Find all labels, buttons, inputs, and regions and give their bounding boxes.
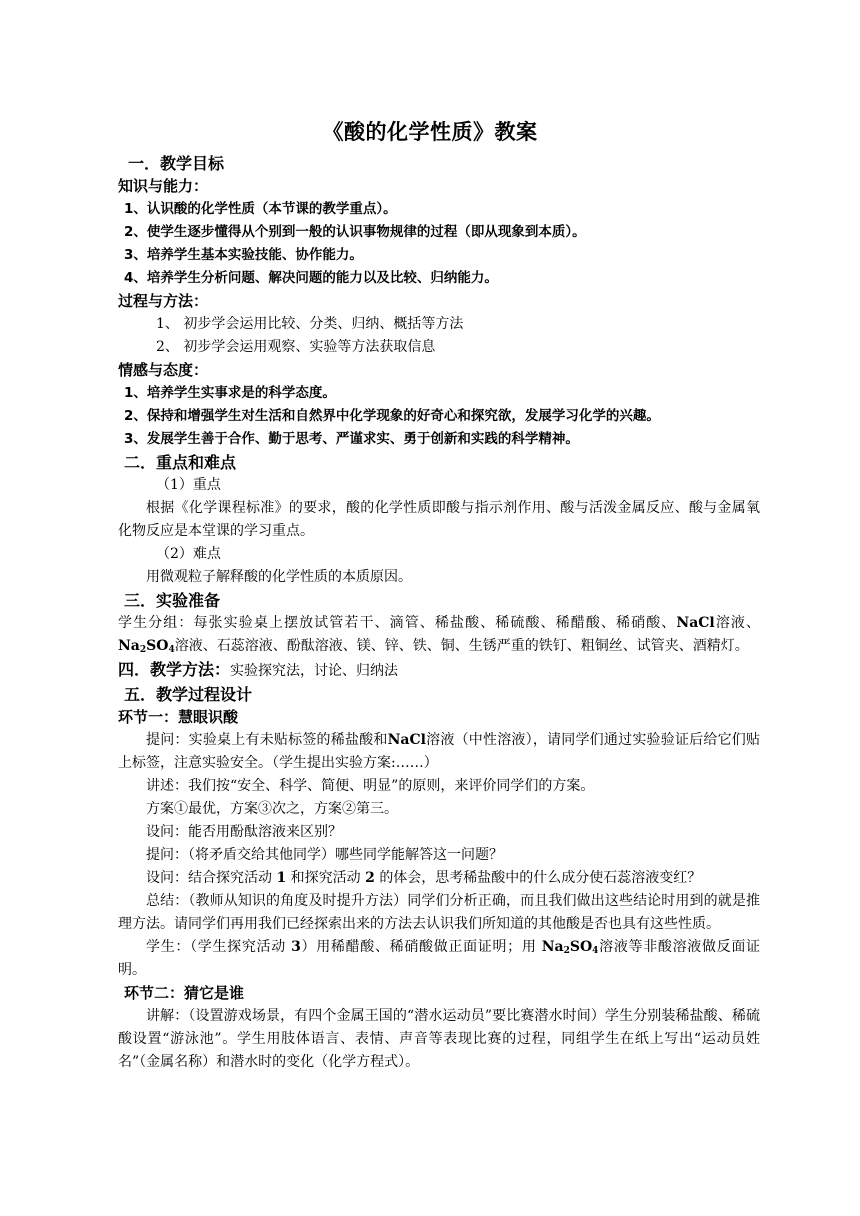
question-1: 提问：实验桌上有未贴标签的稀盐酸和NaCl溶液（中性溶液），请同学们通过实验验证后给它们贴上标签，注意实验安全。（学生提出实验方案:……） bbox=[118, 732, 761, 771]
question-3: 提问：（将矛盾交给其他同学）哪些同学能解答这一问题？ bbox=[146, 847, 503, 863]
subheading-attitude: 情感与态度： bbox=[118, 361, 209, 379]
list-item: 3、培养学生基本实验技能、协作能力。 bbox=[124, 247, 363, 263]
key-point-text: 根据《化学课程标准》的要求，酸的化学性质即酸与指示剂作用、酸与活泼金属反应、酸与金属氧化物反应是本堂课的学习重点。 bbox=[118, 500, 760, 539]
lecture: 讲述：我们按“安全、科学、简便、明显”的原则，来评价同学们的方案。 bbox=[146, 778, 595, 794]
question-4: 设问：结合探究活动 1 和探究活动 2 的体会，思考稀盐酸中的什么成分使石蕊溶液变红？ bbox=[146, 870, 702, 886]
list-item: 4、培养学生分析问题、解决问题的能力以及比较、归纳能力。 bbox=[124, 270, 498, 286]
link-heading-2: 环节二：猜它是谁 bbox=[124, 984, 245, 1002]
section-heading-objectives: 一．教学目标 bbox=[128, 154, 225, 173]
link-heading-1: 环节一：慧眼识酸 bbox=[118, 708, 239, 726]
difficulty-text: 用微观粒子解释酸的化学性质的本质原因。 bbox=[146, 569, 412, 585]
key-point-label: （1）重点 bbox=[156, 477, 221, 493]
list-item: 2、 初步学会运用观察、实验等方法获取信息 bbox=[156, 339, 436, 355]
difficulty-label: （2）难点 bbox=[156, 546, 221, 562]
section-heading-preparation: 三．实验准备 bbox=[124, 591, 221, 610]
list-item: 2、使学生逐步懂得从个别到一般的认识事物规律的过程（即从现象到本质）。 bbox=[124, 224, 586, 240]
list-item: 1、 初步学会运用比较、分类、归纳、概括等方法 bbox=[156, 316, 464, 332]
section-heading-process-design: 五．教学过程设计 bbox=[124, 685, 253, 704]
list-item: 1、培养学生实事求是的科学态度。 bbox=[124, 385, 336, 401]
question-2: 设问：能否用酚酞溶液来区别？ bbox=[146, 824, 342, 840]
teaching-method: 四．教学方法：实验探究法，讨论、归纳法 bbox=[118, 660, 399, 679]
document-title: 《酸的化学性质》教案 bbox=[322, 120, 538, 144]
document-body bbox=[118, 152, 760, 1074]
list-item: 1、认识酸的化学性质（本节课的教学重点）。 bbox=[124, 201, 397, 217]
preparation-text: 学生分组：每张实验桌上摆放试管若干、滴管、稀盐酸、稀硫酸、稀醋酸、稀硝酸、NaCl溶液、$Na_2SO_4$溶液、石蕊溶液、酚酞溶液、镁、锌、铁、铜、生锈严重的铁钉、粗铜丝、试管夹、酒精灯。 bbox=[118, 615, 761, 655]
section-heading-key-points: 二．重点和难点 bbox=[124, 453, 237, 472]
list-item: 2、保持和增强学生对生活和自然界中化学现象的好奇心和探究欲，发展学习化学的兴趣。 bbox=[124, 408, 660, 424]
section-heading-method: 四．教学方法： bbox=[118, 660, 231, 679]
subheading-process: 过程与方法： bbox=[118, 292, 209, 310]
student-activity: 学生：（学生探究活动 3）用稀醋酸、稀硝酸做正面证明；用 $Na_2SO_4$溶液等非酸溶液做反面证明。 bbox=[118, 939, 761, 978]
list-item: 3、发展学生善于合作、勤于思考、严谨求实、勇于创新和实践的科学精神。 bbox=[124, 431, 579, 447]
plan-ranking: 方案①最优，方案③次之，方案②第三。 bbox=[146, 801, 398, 817]
explanation: 讲解：（设置游戏场景，有四个金属王国的“潜水运动员”要比赛潜水时间）学生分别装稀盐酸、稀硫酸设置“游泳池”。学生用肢体语言、表情、声音等表现比赛的过程，同组学生在纸上写出“运动员姓名”（金属名称）和潜水时的变化（化学方程式）。 bbox=[118, 1008, 760, 1070]
subheading-knowledge: 知识与能力： bbox=[118, 177, 209, 195]
summary: 总结：（教师从知识的角度及时提升方法）同学们分析正确，而且我们做出这些结论时用到的就是推理方法。请同学们再用我们已经探索出来的方法去认识我们所知道的其他酸是否也具有这些性质。 bbox=[118, 893, 760, 932]
